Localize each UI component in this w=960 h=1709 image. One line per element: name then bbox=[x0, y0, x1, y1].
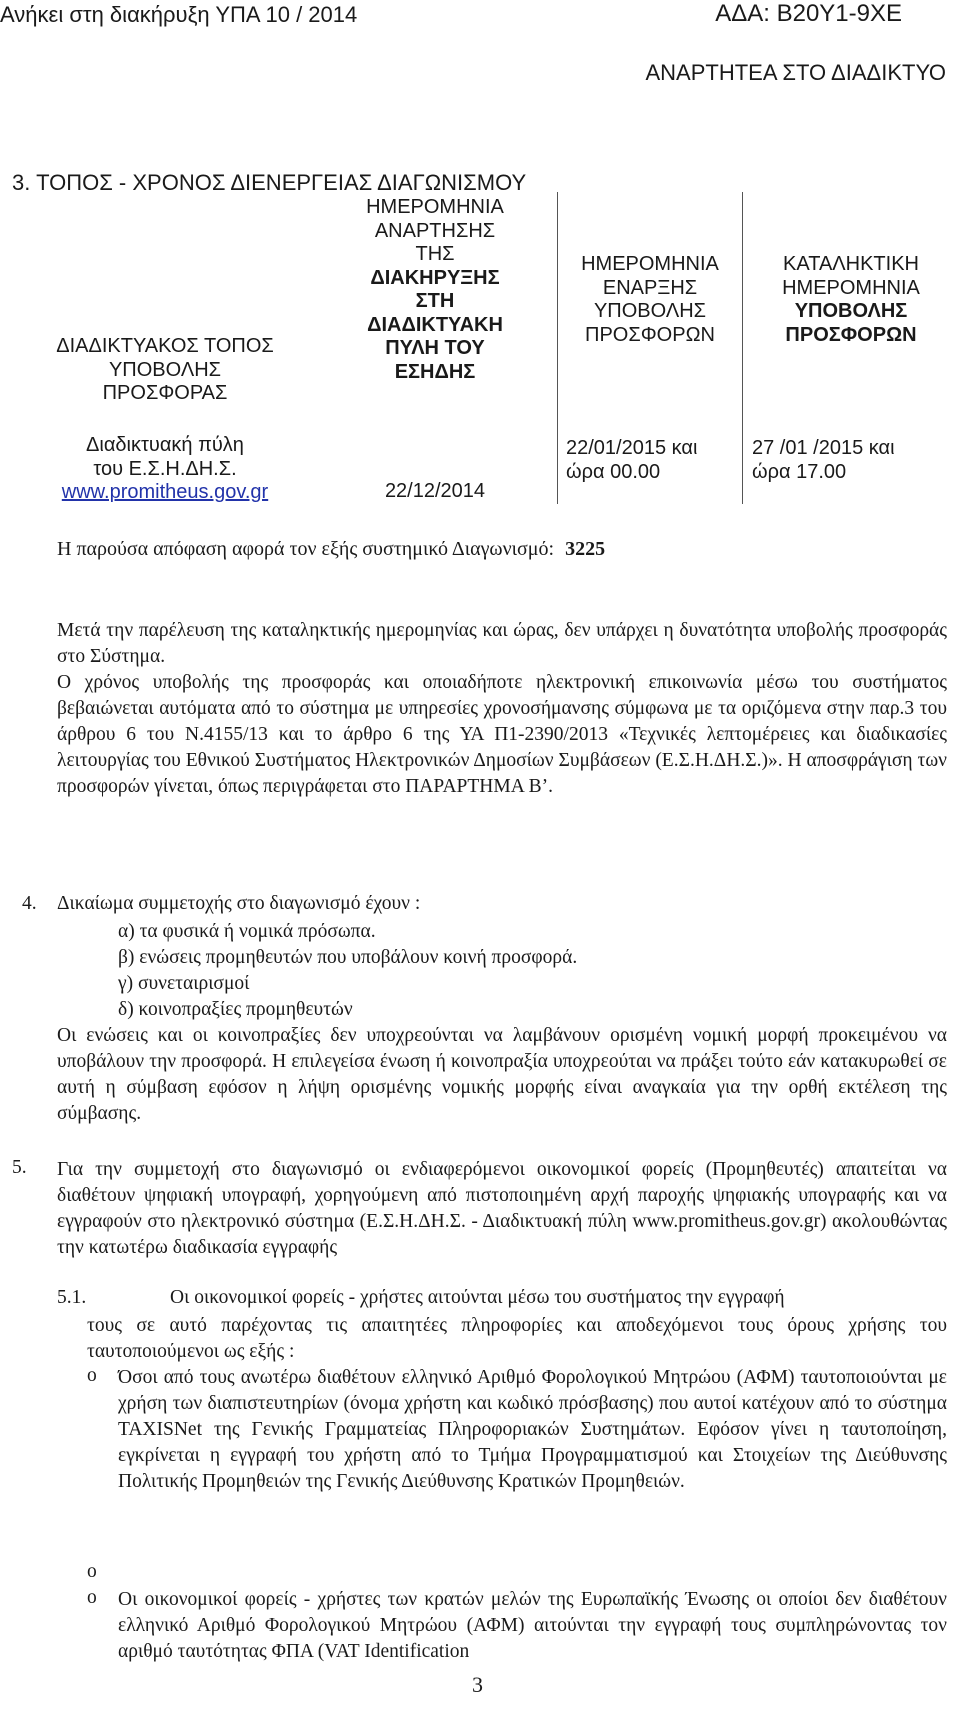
subsection-5-1-text: τους σε αυτό παρέχοντας τις απαιτητέες πληροφορίες και αποδεχόμενοι τους όρους χρήσης του ταυτοποιούμενοι ως εξής : bbox=[87, 1315, 947, 1362]
list-item: δ) κοινοπραξίες προμηθευτών bbox=[118, 999, 353, 1020]
bullet-marker: o bbox=[87, 1561, 97, 1582]
section-5-paragraph: Για την συμμετοχή στο διαγωνισμό οι ενδιαφερόμενοι οικονομικοί φορείς (Προμηθευτές) απαιτείται να διαθέτουν ψηφιακή υπογραφή, χορηγούμενη από πιστοποιημένη αρχή παροχής ψηφιακής υπογραφής και να εγγραφούν στο ηλεκτρονικό σύστημα (Ε.Σ.Η.ΔΗ.Σ. - Διαδικτυακή πύλη www.promitheus.gov.gr) ακολουθώντας την κατωτέρω διαδικασία εγγραφής bbox=[57, 1159, 947, 1258]
system-tender-number: 3225 bbox=[565, 538, 606, 560]
section-4-title: Δικαίωμα συμμετοχής στο διαγωνισμό έχουν : bbox=[57, 893, 421, 914]
list-item: γ) συνεταιρισμοί bbox=[118, 973, 250, 994]
bullet-item: Όσοι από τους ανωτέρω διαθέτουν ελληνικό Αριθμό Φορολογικού Μητρώου (ΑΦΜ) ταυτοποιούνται με χρήση των διαπιστευτηρίων (όνομα χρήστη και κωδικό πρόσβασης) που αυτοί κατέχουν από το σύστημα TAXISNet της Γενικής Γραμματείας Πληροφοριακών Συστημάτων. Εφόσον γίνει η ταυτοποίηση, εγκρίνεται η εγγραφή του χρήστη από το Τμήμα Προγραμματισμού και Στοιχείων της Διεύθυνσης Πολιτικής Προμηθειών της Γενικής Διεύθυνσης Κρατικών Προμηθειών. bbox=[118, 1367, 947, 1492]
value-publication-date: 22/12/2014 bbox=[384, 480, 486, 502]
section-5-number: 5. bbox=[12, 1157, 27, 1178]
publish-note: ΑΝΑΡΤΗΤΕΑ ΣΤΟ ΔΙΑΔΙΚΤΥΟ bbox=[645, 60, 946, 85]
value-website: Διαδικτυακή πύλη του Ε.Σ.Η.ΔΗ.Σ. www.promitheus.gov.gr bbox=[0, 434, 330, 505]
list-item: β) ενώσεις προμηθευτών που υποβάλουν κοινή προσφορά. bbox=[118, 947, 578, 968]
document-header-reference: Ανήκει στη διακήρυξη ΥΠΑ 10 / 2014 bbox=[0, 2, 358, 27]
list-item: α) τα φυσικά ή νομικά πρόσωπα. bbox=[118, 921, 376, 942]
col-header-start-date: ΗΜΕΡΟΜΗΝΙΑ ΕΝΑΡΞΗΣ ΥΠΟΒΟΛΗΣ ΠΡΟΣΦΟΡΩΝ bbox=[581, 253, 719, 346]
bullet-marker: o bbox=[87, 1365, 97, 1386]
promitheus-link[interactable]: www.promitheus.gov.gr bbox=[61, 481, 269, 503]
section-4-paragraph: Οι ενώσεις και οι κοινοπραξίες δεν υποχρεούνται να λαμβάνουν ορισμένη νομική μορφή προκειμένου να υποβάλουν την προσφορά. Η επιλεγείσα ένωση ή κοινοπραξία υποχρεούται να πράξει τούτο εάν κατακυρωθεί σε αυτή η σύμβαση εφόσον η λήψη ορισμένης νομικής μορφής είναι αναγκαία για την ορθή εκτέλεση της σύμβασης. bbox=[57, 1025, 947, 1124]
table-divider bbox=[557, 192, 558, 504]
eligibility-list bbox=[118, 919, 577, 1023]
col-header-publication-date: ΗΜΕΡΟΜΗΝΙΑ ΑΝΑΡΤΗΣΗΣ ΤΗΣ ΔΙΑΚΗΡΥΞΗΣ ΣΤΗ ΔΙΑΔΙΚΤΥΑΚΗ ΠΥΛΗ ΤΟΥ ΕΣΗΔΗΣ bbox=[366, 196, 504, 383]
system-tender-line: Η παρούσα απόφαση αφορά τον εξής συστημικό Διαγωνισμό: 3225 bbox=[57, 538, 606, 560]
section-4-number: 4. bbox=[22, 893, 37, 914]
subsection-5-1-first-line: Οι οικονομικοί φορείς - χρήστες αιτούνται μέσω του συστήματος την εγγραφή bbox=[170, 1287, 785, 1308]
paragraph: Μετά την παρέλευση της καταληκτικής ημερομηνίας και ώρας, δεν υπάρχει η δυνατότητα υποβολής προσφοράς στο Σύστημα. bbox=[57, 620, 947, 667]
value-deadline: 27 /01 /2015 και ώρα 17.00 bbox=[752, 437, 895, 483]
col-header-website: ΔΙΑΔΙΚΤΥΑΚΟΣ ΤΟΠΟΣ ΥΠΟΒΟΛΗΣ ΠΡΟΣΦΟΡΑΣ bbox=[56, 335, 274, 404]
paragraph: Ο χρόνος υποβολής της προσφοράς και οποιαδήποτε ηλεκτρονική επικοινωνία μέσω του συστήματος βεβαιώνεται αυτόματα από το σύστημα με υπηρεσίες χρονοσήμανσης σύμφωνα με τα οριζόμενα στην παρ.3 του άρθρου 6 του Ν.4155/13 και το άρθρο 6 της ΥΑ Π1-2390/2013 «Τεχνικές λεπτομέρειες και διαδικασίες λειτουργίας του Εθνικού Συστήματος Ηλεκτρονικών Δημοσίων Συμβάσεων (Ε.Σ.Η.ΔΗ.Σ.)». Η αποσφράγιση των προσφορών γίνεται, όπως περιγράφεται στο ΠΑΡΑΡΤΗΜΑ Β’. bbox=[57, 672, 947, 797]
bullet-item: Οι οικονομικοί φορείς - χρήστες των κρατών μελών της Ευρωπαϊκής Ένωσης οι οποίοι δεν διαθέτουν ελληνικό Αριθμό Φορολογικού Μητρώου (ΑΦΜ) αιτούνται την εγγραφή τους συμπληρώνοντας τον αριθμό ταυτότητας ΦΠΑ (VAT Identification bbox=[118, 1589, 947, 1662]
section-3-body bbox=[57, 618, 947, 800]
col-header-deadline: ΚΑΤΑΛΗΚΤΙΚΗ ΗΜΕΡΟΜΗΝΙΑ ΥΠΟΒΟΛΗΣ ΠΡΟΣΦΟΡΩΝ bbox=[782, 253, 920, 346]
bullet-marker: o bbox=[87, 1587, 97, 1608]
ada-code: ΑΔΑ: Β20Υ1-9ΧΕ bbox=[715, 0, 902, 27]
value-start-date: 22/01/2015 και ώρα 00.00 bbox=[566, 437, 698, 483]
subsection-5-1-number: 5.1. bbox=[57, 1287, 87, 1308]
section-3-title: 3. ΤΟΠΟΣ - ΧΡΟΝΟΣ ΔΙΕΝΕΡΓΕΙΑΣ ΔΙΑΓΩΝΙΣΜΟΥ bbox=[12, 170, 527, 195]
page-number: 3 bbox=[472, 1672, 483, 1697]
